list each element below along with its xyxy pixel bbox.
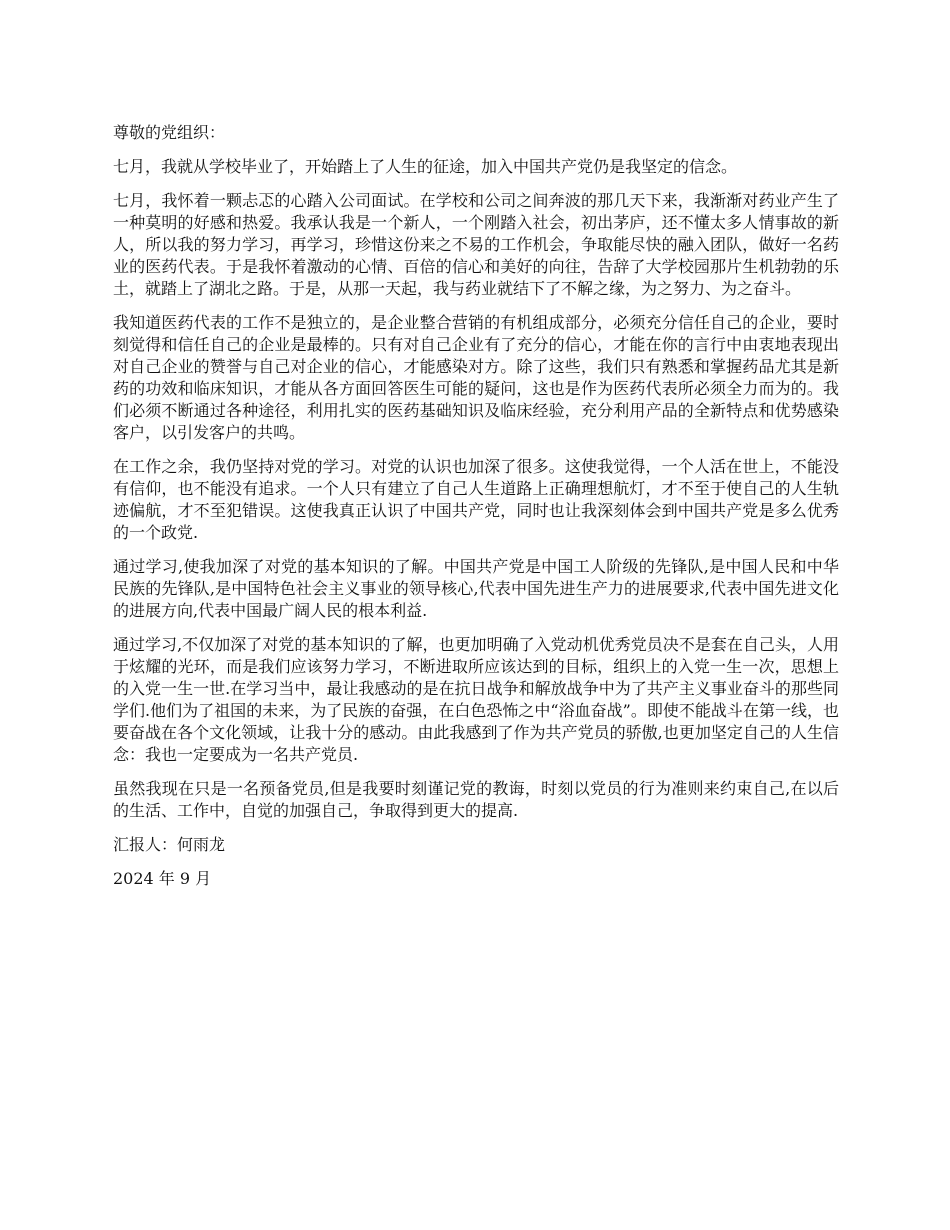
document-body [113, 122, 839, 902]
paragraph-1: 七月，我就从学校毕业了，开始踏上了人生的征途，加入中国共产党仍是我坚定的信念。 [113, 157, 738, 176]
paragraph-7: 虽然我现在只是一名预备党员,但是我要时刻谨记党的教诲，时刻以党员的行为准则来约束自己,在以后的生活、工作中，自觉的加强自己，争取得到更大的提高. [113, 779, 839, 820]
date: 2024 年 9 月 [113, 869, 212, 888]
paragraph-3: 我知道医药代表的工作不是独立的，是企业整合营销的有机组成部分，必须充分信任自己的企业，要时刻觉得和信任自己的企业是最棒的。只有对自己企业有了充分的信心，才能在你的言行中由衷地表现出对自己企业的赞誉与自己对企业的信心，才能感染对方。除了这些，我们只有熟悉和掌握药品尤其是新药的功效和临床知识，才能从各方面回答医生可能的疑问，这也是作为医药代表所必须全力而为的。我们必须不断通过各种途径，利用扎实的医药基础知识及临床经验，充分利用产品的全新特点和优势感染客户，以引发客户的共鸣。 [113, 313, 839, 442]
paragraph-6: 通过学习,不仅加深了对党的基本知识的了解，也更加明确了入党动机优秀党员决不是套在自己头，人用于炫耀的光环，而是我们应该努力学习，不断进取所应该达到的目标，组织上的入党一生一次，思想上的入党一生一世.在学习当中，最让我感动的是在抗日战争和解放战争中为了共产主义事业奋斗的那些同学们.他们为了祖国的未来，为了民族的奋强，在白色恐怖之中“浴血奋战”。即使不能战斗在第一线，也要奋战在各个文化领域，让我十分的感动。由此我感到了作为共产党员的骄傲,也更加坚定自己的人生信念：我也一定要成为一名共产党员. [113, 635, 839, 764]
paragraph-2: 七月，我怀着一颗忐忑的心踏入公司面试。在学校和公司之间奔波的那几天下来，我渐渐对药业产生了一种莫明的好感和热爱。我承认我是一个新人，一个刚踏入社会，初出茅庐，还不懂太多人情事故的新人，所以我的努力学习，再学习，珍惜这份来之不易的工作机会，争取能尽快的融入团队，做好一名药业的医药代表。于是我怀着激动的心情、百倍的信心和美好的向往，告辞了大学校园那片生机勃勃的乐土，就踏上了湖北之路。于是，从那一天起，我与药业就结下了不解之缘，为之努力、为之奋斗。 [113, 191, 839, 298]
salutation: 尊敬的党组织： [113, 123, 226, 142]
paragraph-4: 在工作之余，我仍坚持对党的学习。对党的认识也加深了很多。这使我觉得，一个人活在世上，不能没有信仰，也不能没有追求。一个人只有建立了自己人生道路上正确理想航灯，才不至于使自己的人生轨迹偏航，才不至犯错误。这使我真正认识了中国共产党，同时也让我深刻体会到中国共产党是多么优秀的一个政党. [113, 457, 839, 542]
paragraph-5: 通过学习,使我加深了对党的基本知识的了解。中国共产党是中国工人阶级的先锋队,是中国人民和中华民族的先锋队,是中国特色社会主义事业的领导核心,代表中国先进生产力的进展要求,代表中国先进文化的进展方向,代表中国最广阔人民的根本利益. [113, 557, 839, 620]
signature: 汇报人：何雨龙 [113, 835, 226, 854]
